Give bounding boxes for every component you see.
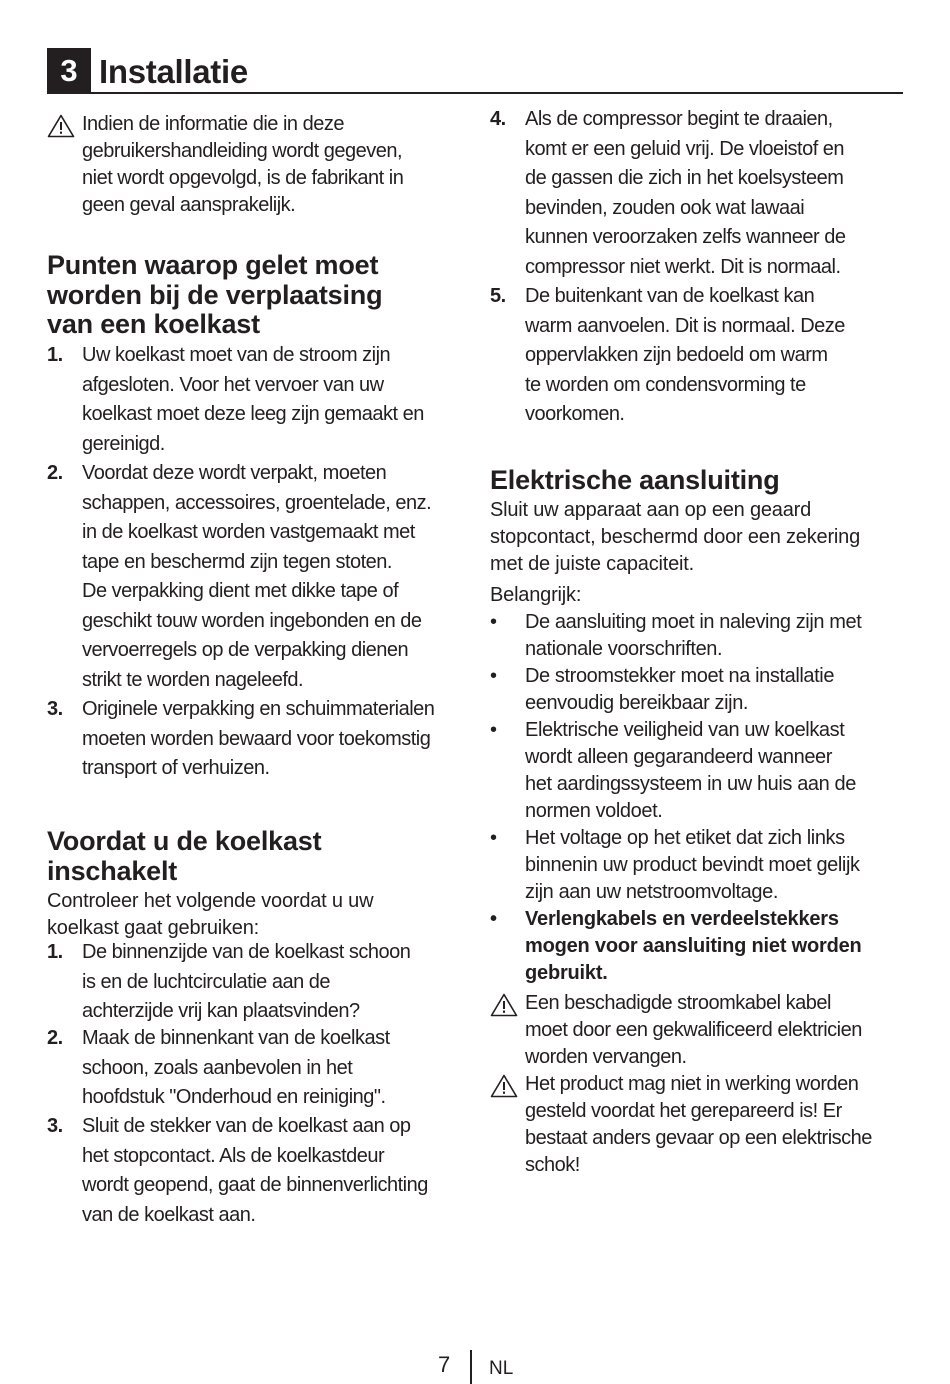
item-text: De buitenkant van de koelkast kan warm aanvoelen. Dit is normaal. Deze oppervlakken zijn bedoeld om warm te worden om condensvorming te voorkomen. — [525, 285, 845, 425]
bullet-symbol: • — [490, 827, 497, 849]
section-intro: Controleer het volgende voordat u uw koelkast gaat gebruiken: — [47, 890, 374, 939]
warning-triangle-icon — [490, 1074, 518, 1098]
item-text: Maak de binnenkant van de koelkast schoon, zoals aanbevolen in het hoofdstuk "Onderhoud en reiniging". — [82, 1027, 390, 1108]
warning-text: Een beschadigde stroomkabel kabel moet door een gekwalificeerd elektricien worden vervangen. — [525, 992, 862, 1068]
bullet-symbol: • — [490, 908, 497, 930]
important-label: Belangrijk: — [490, 584, 582, 606]
item-number: 2. — [47, 462, 63, 484]
item-number: 3. — [47, 1115, 63, 1137]
chapter-header — [47, 48, 903, 94]
bullet-text: De stroomstekker moet na installatie eenvoudig bereikbaar zijn. — [525, 665, 835, 714]
section-title-electrical: Elektrische aansluiting — [490, 465, 780, 495]
bullet-symbol: • — [490, 665, 497, 687]
bullet-text: Het voltage op het etiket dat zich links binnenin uw product bevindt moet gelijk zijn aan uw netstroomvoltage. — [525, 827, 860, 903]
item-number: 2. — [47, 1027, 63, 1049]
item-number: 4. — [490, 108, 506, 130]
item-number: 5. — [490, 285, 506, 307]
page-number: 7 — [438, 1352, 451, 1377]
section-intro: Sluit uw apparaat aan op een geaard stopcontact, beschermd door een zekering met de juiste capaciteit. — [490, 499, 860, 575]
chapter-number: 3 — [47, 48, 91, 92]
bullet-text: De aansluiting moet in naleving zijn met nationale voorschriften. — [525, 611, 862, 660]
warning-triangle-icon — [47, 114, 75, 138]
section-title-before-start: Voordat u de koelkast inschakelt — [47, 826, 322, 886]
item-text: De binnenzijde van de koelkast schoon is en de luchtcirculatie aan de achterzijde vrij kan plaatsvinden? — [82, 941, 411, 1022]
bullet-text: Verlengkabels en verdeelstekkers mogen voor aansluiting niet worden gebruikt. — [525, 908, 862, 984]
item-number: 1. — [47, 344, 63, 366]
item-text: Voordat deze wordt verpakt, moeten schappen, accessoires, groentelade, enz. in de koelkast worden vastgemaakt met tape en beschermd zijn tegen stoten. De verpakking dient met dikke tape of geschikt touw worden ingebonden en de vervoerregels op de verpakking dienen strikt te worden nageleefd. — [82, 462, 432, 691]
item-text: Sluit de stekker van de koelkast aan op het stopcontact. Als de koelkastdeur wordt geopend, gaat de binnenverlichting van de koelkast aan. — [82, 1115, 428, 1226]
item-text: Originele verpakking en schuimmaterialen moeten worden bewaard voor toekomstig transport of verhuizen. — [82, 698, 435, 779]
item-text: Als de compressor begint te draaien, komt er een geluid vrij. De vloeistof en de gassen die zich in het koelsysteem bevinden, zouden ook wat lawaai kunnen veroorzaken zelfs wanneer de compressor niet werkt. Dit is normaal. — [525, 108, 846, 278]
item-number: 1. — [47, 941, 63, 963]
bullet-symbol: • — [490, 611, 497, 633]
bullet-symbol: • — [490, 719, 497, 741]
warning-triangle-icon — [490, 993, 518, 1017]
warning-text: Het product mag niet in werking worden gesteld voordat het gerepareerd is! Er bestaat anders gevaar op een elektrische schok! — [525, 1073, 872, 1176]
item-number: 3. — [47, 698, 63, 720]
warning-intro-text: Indien de informatie die in deze gebruikershandleiding wordt gegeven, niet wordt opgevolgd, is de fabrikant in geen geval aansprakelijk. — [82, 113, 404, 216]
section-title-moving: Punten waarop gelet moet worden bij de verplaatsing van een koelkast — [47, 250, 383, 339]
language-code: NL — [489, 1358, 514, 1379]
bullet-text: Elektrische veiligheid van uw koelkast wordt alleen gegarandeerd wanneer het aardingssysteem in uw huis aan de normen voldoet. — [525, 719, 856, 822]
item-text: Uw koelkast moet van de stroom zijn afgesloten. Voor het vervoer van uw koelkast moet deze leeg zijn gemaakt en gereinigd. — [82, 344, 424, 455]
footer-divider — [470, 1350, 472, 1384]
chapter-title: Installatie — [99, 53, 248, 90]
